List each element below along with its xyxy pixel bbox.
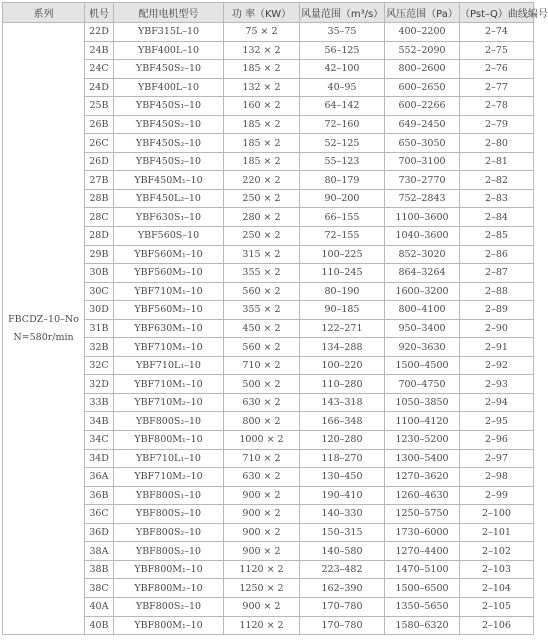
flow-range-cell: 170–780 [300, 597, 385, 616]
flow-range-cell: 140–580 [300, 542, 385, 561]
pressure-range-cell: 1500–6500 [385, 579, 460, 598]
header-pressure-range: 风压范围（Pa） [385, 3, 460, 23]
pressure-range-cell: 800–2600 [385, 60, 460, 79]
pressure-range-cell: 1050–3850 [385, 393, 460, 412]
curve-no-cell: 2–76 [460, 60, 534, 79]
pressure-range-cell: 600–2650 [385, 78, 460, 97]
curve-no-cell: 2–103 [460, 560, 534, 579]
curve-no-cell: 2–101 [460, 523, 534, 542]
flow-range-cell: 80–190 [300, 282, 385, 301]
motor-model-cell: YBF630S₁–10 [114, 208, 224, 227]
pressure-range-cell: 1230–5200 [385, 431, 460, 450]
curve-no-cell: 2–105 [460, 597, 534, 616]
machine-no-cell: 28D [85, 227, 114, 246]
curve-no-cell: 2–99 [460, 486, 534, 505]
motor-model-cell: YBF450S₂–10 [114, 60, 224, 79]
power-cell: 450 × 2 [224, 319, 300, 338]
curve-no-cell: 2–81 [460, 152, 534, 171]
machine-no-cell: 38A [85, 542, 114, 561]
pressure-range-cell: 1500–4500 [385, 356, 460, 375]
motor-model-cell: YBF315L–10 [114, 23, 224, 42]
power-cell: 355 × 2 [224, 264, 300, 283]
motor-model-cell: YBF710M₁–10 [114, 375, 224, 394]
header-row [3, 3, 534, 23]
machine-no-cell: 32C [85, 356, 114, 375]
pressure-range-cell: 1270–3620 [385, 468, 460, 487]
power-cell: 355 × 2 [224, 301, 300, 320]
pressure-range-cell: 552–2090 [385, 41, 460, 60]
table-row [3, 23, 534, 42]
power-cell: 220 × 2 [224, 171, 300, 190]
machine-no-cell: 28B [85, 189, 114, 208]
power-cell: 185 × 2 [224, 115, 300, 134]
pressure-range-cell: 920–3630 [385, 338, 460, 357]
motor-model-cell: YBF400L–10 [114, 78, 224, 97]
motor-model-cell: YBF450S₂–10 [114, 134, 224, 153]
flow-range-cell: 80–179 [300, 171, 385, 190]
machine-no-cell: 34C [85, 431, 114, 450]
flow-range-cell: 140–330 [300, 505, 385, 524]
machine-no-cell: 36A [85, 468, 114, 487]
pressure-range-cell: 650–3050 [385, 134, 460, 153]
pressure-range-cell: 700–3100 [385, 152, 460, 171]
header-flow-range: 风量范围（m³/s） [300, 3, 385, 23]
flow-range-cell: 223–482 [300, 560, 385, 579]
machine-no-cell: 33B [85, 393, 114, 412]
power-cell: 1120 × 2 [224, 616, 300, 635]
power-cell: 280 × 2 [224, 208, 300, 227]
pressure-range-cell: 752–2843 [385, 189, 460, 208]
motor-model-cell: YBF450M₁–10 [114, 171, 224, 190]
power-cell: 75 × 2 [224, 23, 300, 42]
flow-range-cell: 143–318 [300, 393, 385, 412]
machine-no-cell: 26D [85, 152, 114, 171]
curve-no-cell: 2–75 [460, 41, 534, 60]
motor-model-cell: YBF560M₂–10 [114, 264, 224, 283]
machine-no-cell: 30C [85, 282, 114, 301]
power-cell: 250 × 2 [224, 227, 300, 246]
curve-no-cell: 2–104 [460, 579, 534, 598]
pressure-range-cell: 730–2770 [385, 171, 460, 190]
pressure-range-cell: 1600–3200 [385, 282, 460, 301]
machine-no-cell: 24D [85, 78, 114, 97]
pressure-range-cell: 1580–6320 [385, 616, 460, 635]
flow-range-cell: 150–315 [300, 523, 385, 542]
machine-no-cell: 25B [85, 97, 114, 116]
pressure-range-cell: 700–4750 [385, 375, 460, 394]
motor-model-cell: YBF450S₁–10 [114, 97, 224, 116]
power-cell: 900 × 2 [224, 523, 300, 542]
motor-model-cell: YBF800M₁–10 [114, 431, 224, 450]
motor-model-cell: YBF800M₁–10 [114, 560, 224, 579]
power-cell: 900 × 2 [224, 505, 300, 524]
motor-model-cell: YBF710M₂–10 [114, 468, 224, 487]
flow-range-cell: 134–288 [300, 338, 385, 357]
header-power: 功 率（KW） [224, 3, 300, 23]
motor-model-cell: YBF400L–10 [114, 41, 224, 60]
curve-no-cell: 2–83 [460, 189, 534, 208]
machine-no-cell: 30B [85, 264, 114, 283]
power-cell: 900 × 2 [224, 542, 300, 561]
motor-model-cell: YBF560M₁–10 [114, 245, 224, 264]
curve-no-cell: 2–85 [460, 227, 534, 246]
machine-no-cell: 38C [85, 579, 114, 598]
flow-range-cell: 40–95 [300, 78, 385, 97]
curve-no-cell: 2–91 [460, 338, 534, 357]
motor-model-cell: YBF560M₂–10 [114, 301, 224, 320]
motor-model-cell: YBF800S₂–10 [114, 505, 224, 524]
pressure-range-cell: 400–2200 [385, 23, 460, 42]
machine-no-cell: 36C [85, 505, 114, 524]
power-cell: 185 × 2 [224, 60, 300, 79]
pressure-range-cell: 600–2266 [385, 97, 460, 116]
motor-model-cell: YBF450S₂–10 [114, 152, 224, 171]
flow-range-cell: 122–271 [300, 319, 385, 338]
curve-no-cell: 2–86 [460, 245, 534, 264]
flow-range-cell: 166–348 [300, 412, 385, 431]
curve-no-cell: 2–93 [460, 375, 534, 394]
motor-model-cell: YBF800S₂–10 [114, 412, 224, 431]
machine-no-cell: 36B [85, 486, 114, 505]
fan-spec-table [2, 2, 548, 635]
motor-model-cell: YBF450S₂–10 [114, 115, 224, 134]
motor-model-cell: YBF800S₂–10 [114, 597, 224, 616]
machine-no-cell: 22D [85, 23, 114, 42]
machine-no-cell: 26B [85, 115, 114, 134]
pressure-range-cell: 1470–5100 [385, 560, 460, 579]
curve-no-cell: 2–97 [460, 449, 534, 468]
curve-no-cell: 2–90 [460, 319, 534, 338]
series-name: FBCDZ–10–No [8, 313, 79, 325]
motor-model-cell: YBF710M₂–10 [114, 393, 224, 412]
power-cell: 800 × 2 [224, 412, 300, 431]
flow-range-cell: 72–155 [300, 227, 385, 246]
pressure-range-cell: 1040–3600 [385, 227, 460, 246]
machine-no-cell: 32D [85, 375, 114, 394]
power-cell: 900 × 2 [224, 486, 300, 505]
curve-no-cell: 2–102 [460, 542, 534, 561]
pressure-range-cell: 1300–5400 [385, 449, 460, 468]
curve-no-cell: 2–82 [460, 171, 534, 190]
curve-no-cell: 2–100 [460, 505, 534, 524]
curve-no-cell: 2–94 [460, 393, 534, 412]
pressure-range-cell: 1100–4120 [385, 412, 460, 431]
curve-no-cell: 2–88 [460, 282, 534, 301]
pressure-range-cell: 1250–5750 [385, 505, 460, 524]
power-cell: 560 × 2 [224, 282, 300, 301]
machine-no-cell: 28C [85, 208, 114, 227]
machine-no-cell: 31B [85, 319, 114, 338]
power-cell: 900 × 2 [224, 597, 300, 616]
header-machine-no: 机号 [85, 3, 114, 23]
pressure-range-cell: 1270–4400 [385, 542, 460, 561]
motor-model-cell: YBF710M₁–10 [114, 338, 224, 357]
flow-range-cell: 100–225 [300, 245, 385, 264]
motor-model-cell: YBF800M₂–10 [114, 579, 224, 598]
machine-no-cell: 40B [85, 616, 114, 635]
pressure-range-cell: 1730–6000 [385, 523, 460, 542]
power-cell: 315 × 2 [224, 245, 300, 264]
flow-range-cell: 170–780 [300, 616, 385, 635]
flow-range-cell: 72–160 [300, 115, 385, 134]
machine-no-cell: 40A [85, 597, 114, 616]
pressure-range-cell: 864–3264 [385, 264, 460, 283]
pressure-range-cell: 852–3020 [385, 245, 460, 264]
flow-range-cell: 120–280 [300, 431, 385, 450]
machine-no-cell: 30D [85, 301, 114, 320]
power-cell: 630 × 2 [224, 468, 300, 487]
machine-no-cell: 29B [85, 245, 114, 264]
flow-range-cell: 130–450 [300, 468, 385, 487]
header-motor-model: 配用电机型号 [114, 3, 224, 23]
flow-range-cell: 90–200 [300, 189, 385, 208]
power-cell: 1120 × 2 [224, 560, 300, 579]
power-cell: 710 × 2 [224, 356, 300, 375]
curve-no-cell: 2–96 [460, 431, 534, 450]
pressure-range-cell: 1350–5650 [385, 597, 460, 616]
flow-range-cell: 56–125 [300, 41, 385, 60]
machine-no-cell: 27B [85, 171, 114, 190]
machine-no-cell: 34B [85, 412, 114, 431]
curve-no-cell: 2–74 [460, 23, 534, 42]
machine-no-cell: 24C [85, 60, 114, 79]
curve-no-cell: 2–78 [460, 97, 534, 116]
power-cell: 560 × 2 [224, 338, 300, 357]
machine-no-cell: 26C [85, 134, 114, 153]
motor-model-cell: YBF800M₁–10 [114, 616, 224, 635]
motor-model-cell: YBF560S–10 [114, 227, 224, 246]
power-cell: 185 × 2 [224, 134, 300, 153]
power-cell: 1250 × 2 [224, 579, 300, 598]
motor-model-cell: YBF710M₁–10 [114, 282, 224, 301]
pressure-range-cell: 649–2450 [385, 115, 460, 134]
motor-model-cell: YBF800S₂–10 [114, 523, 224, 542]
curve-no-cell: 2–84 [460, 208, 534, 227]
power-cell: 710 × 2 [224, 449, 300, 468]
power-cell: 630 × 2 [224, 393, 300, 412]
flow-range-cell: 52–125 [300, 134, 385, 153]
motor-model-cell: YBF710L₁–10 [114, 356, 224, 375]
flow-range-cell: 162–390 [300, 579, 385, 598]
curve-no-cell: 2–79 [460, 115, 534, 134]
curve-no-cell: 2–106 [460, 616, 534, 635]
power-cell: 160 × 2 [224, 97, 300, 116]
pressure-range-cell: 1260–4630 [385, 486, 460, 505]
power-cell: 132 × 2 [224, 78, 300, 97]
flow-range-cell: 100–220 [300, 356, 385, 375]
motor-model-cell: YBF800S₂–10 [114, 542, 224, 561]
series-cell [3, 23, 85, 635]
flow-range-cell: 35–75 [300, 23, 385, 42]
power-cell: 500 × 2 [224, 375, 300, 394]
curve-no-cell: 2–77 [460, 78, 534, 97]
flow-range-cell: 110–245 [300, 264, 385, 283]
flow-range-cell: 42–100 [300, 60, 385, 79]
power-cell: 1000 × 2 [224, 431, 300, 450]
curve-no-cell: 2–92 [460, 356, 534, 375]
power-cell: 132 × 2 [224, 41, 300, 60]
header-curve-no: （Pst–Q）曲线编号 [460, 3, 534, 23]
curve-no-cell: 2–89 [460, 301, 534, 320]
pressure-range-cell: 950–3400 [385, 319, 460, 338]
series-speed: N=580r/min [13, 331, 74, 343]
power-cell: 185 × 2 [224, 152, 300, 171]
flow-range-cell: 118–270 [300, 449, 385, 468]
machine-no-cell: 24B [85, 41, 114, 60]
power-cell: 250 × 2 [224, 189, 300, 208]
flow-range-cell: 66–155 [300, 208, 385, 227]
curve-no-cell: 2–80 [460, 134, 534, 153]
machine-no-cell: 34D [85, 449, 114, 468]
motor-model-cell: YBF630M₁–10 [114, 319, 224, 338]
flow-range-cell: 110–280 [300, 375, 385, 394]
flow-range-cell: 90–185 [300, 301, 385, 320]
curve-no-cell: 2–95 [460, 412, 534, 431]
flow-range-cell: 55–123 [300, 152, 385, 171]
motor-model-cell: YBF710L₁–10 [114, 449, 224, 468]
machine-no-cell: 38B [85, 560, 114, 579]
pressure-range-cell: 1100–3600 [385, 208, 460, 227]
flow-range-cell: 190–410 [300, 486, 385, 505]
machine-no-cell: 36D [85, 523, 114, 542]
curve-no-cell: 2–98 [460, 468, 534, 487]
motor-model-cell: YBF800S₁–10 [114, 486, 224, 505]
motor-model-cell: YBF450L₂–10 [114, 189, 224, 208]
pressure-range-cell: 800–4100 [385, 301, 460, 320]
header-series: 系列 [3, 3, 85, 23]
machine-no-cell: 32B [85, 338, 114, 357]
curve-no-cell: 2–87 [460, 264, 534, 283]
flow-range-cell: 64–142 [300, 97, 385, 116]
